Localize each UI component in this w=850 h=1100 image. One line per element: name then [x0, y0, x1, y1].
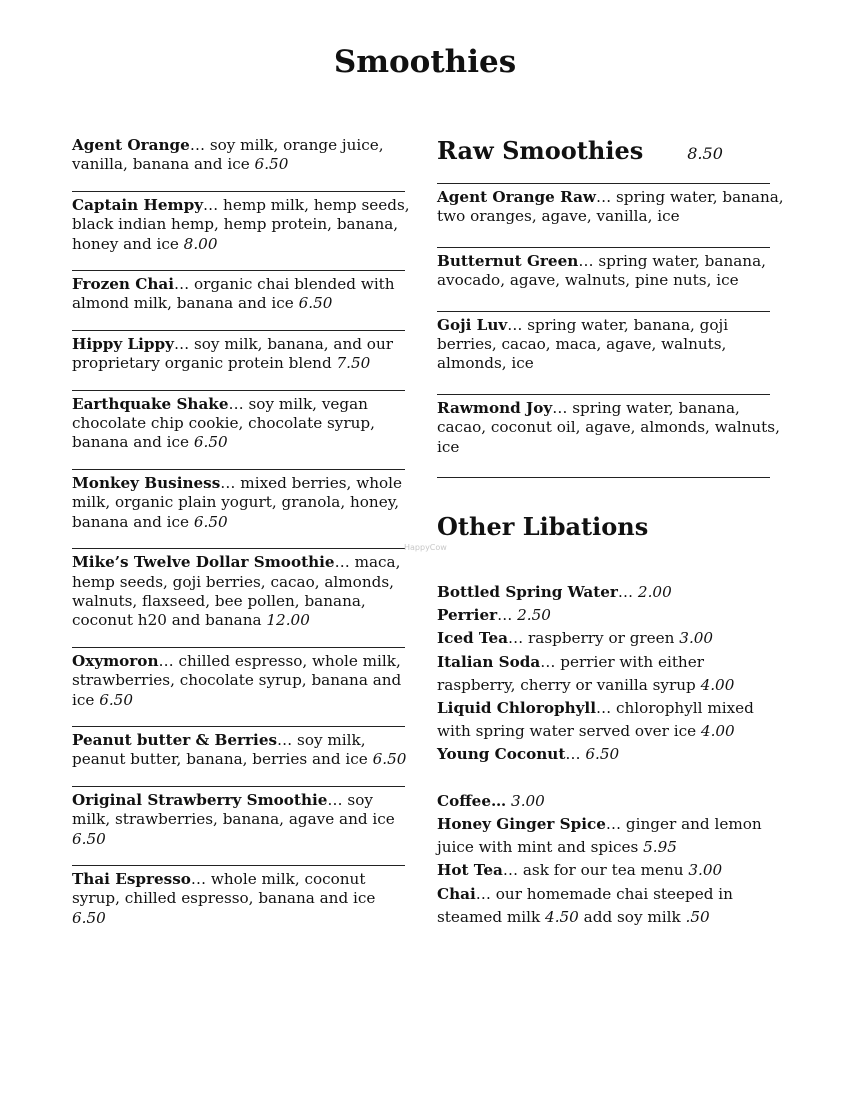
menu-item: Chai… our homemade chai steeped in steamed milk 4.50 add soy milk .50	[437, 884, 733, 926]
divider	[72, 647, 405, 648]
menu-item: Rawmond Joy… spring water, banana, cacao, coconut oil, agave, almonds, walnuts, ice	[437, 398, 780, 456]
menu-item: Goji Luv… spring water, banana, goji berries, cacao, maca, agave, walnuts, almonds, ice	[437, 315, 729, 373]
menu-item: Oxymoron… chilled espresso, whole milk, strawberries, chocolate syrup, banana and ice 6.50	[72, 651, 402, 709]
divider	[437, 247, 770, 248]
menu-item: Hot Tea… ask for our tea menu 3.00	[437, 861, 723, 880]
divider	[72, 330, 405, 331]
menu-item: Iced Tea… raspberry or green 3.00	[437, 629, 714, 648]
divider	[72, 390, 405, 391]
menu-item: Agent Orange… soy milk, orange juice, vanilla, banana and ice 6.50	[72, 136, 384, 174]
menu-item: Monkey Business… mixed berries, whole milk, organic plain yogurt, granola, honey, banana and ice 6.50	[72, 473, 402, 531]
menu-item: Hippy Lippy… soy milk, banana, and our proprietary organic protein blend 7.50	[72, 334, 393, 373]
menu-item: Captain Hempy… hemp milk, hemp seeds, black indian hemp, hemp protein, banana, honey and ice 8.00	[72, 195, 410, 253]
divider	[72, 865, 405, 866]
menu-item: Earthquake Shake… soy milk, vegan chocolate chip cookie, chocolate syrup, banana and ice 6.50	[72, 394, 375, 452]
menu-item: Peanut butter & Berries… soy milk, peanut butter, banana, berries and ice 6.50	[72, 730, 407, 769]
divider	[72, 786, 405, 787]
menu-item: Coffee… 3.00	[437, 791, 545, 810]
menu-item: Thai Espresso… whole milk, coconut syrup, chilled espresso, banana and ice 6.50	[72, 869, 376, 927]
menu-item: Agent Orange Raw… spring water, banana, two oranges, agave, vanilla, ice	[437, 188, 784, 226]
divider	[437, 477, 770, 478]
menu-item: Frozen Chai… organic chai blended with almond milk, banana and ice 6.50	[72, 275, 395, 313]
raw-smoothies-price: 8.50	[687, 144, 723, 163]
menu-item: Young Coconut… 6.50	[437, 745, 620, 764]
divider	[437, 311, 770, 312]
right-column	[437, 136, 787, 929]
happycow-watermark: HappyCow	[404, 543, 447, 552]
menu-item: Mike’s Twelve Dollar Smoothie… maca, hemp seeds, goji berries, cacao, almonds, walnuts, flaxseed, bee pollen, banana, coconut h20 and banana 12.00	[72, 553, 401, 630]
divider	[72, 469, 405, 470]
raw-smoothies-title: Raw Smoothies	[437, 136, 644, 165]
page-title: Smoothies	[333, 44, 517, 80]
menu-item: Perrier… 2.50	[437, 606, 551, 625]
menu-item: Bottled Spring Water… 2.00	[437, 583, 672, 602]
menu-item: Honey Ginger Spice… ginger and lemon juice with mint and spices 5.95	[437, 814, 762, 857]
smoothies-column	[72, 136, 412, 944]
menu-item: Original Strawberry Smoothie… soy milk, strawberries, banana, agave and ice 6.50	[72, 790, 395, 848]
divider	[72, 270, 405, 271]
menu-item: Italian Soda… perrier with either raspberry, cherry or vanilla syrup 4.00	[437, 652, 735, 694]
other-libations-title: Other Libations	[437, 512, 649, 542]
divider	[437, 394, 770, 395]
raw-smoothies-header	[437, 136, 787, 165]
spacer	[437, 767, 787, 790]
divider	[72, 726, 405, 727]
divider	[72, 191, 405, 192]
divider	[437, 183, 770, 184]
divider	[72, 548, 405, 549]
menu-item: Butternut Green… spring water, banana, avocado, agave, walnuts, pine nuts, ice	[437, 251, 766, 290]
menu-item: Liquid Chlorophyll… chlorophyll mixed with spring water served over ice 4.00	[437, 699, 754, 741]
